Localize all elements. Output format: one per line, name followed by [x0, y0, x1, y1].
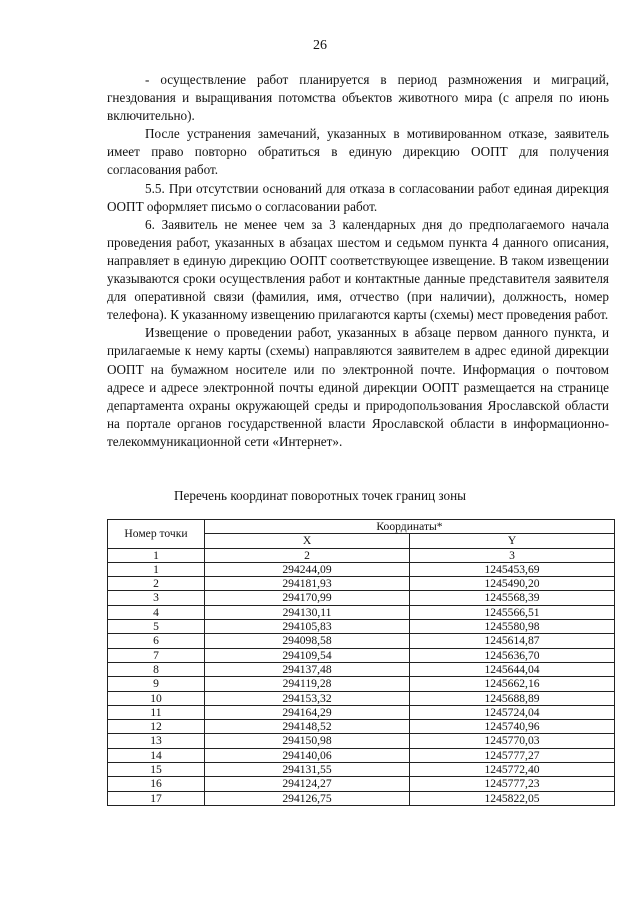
point-number-cell: 15 — [108, 763, 205, 777]
point-number-cell: 6 — [108, 634, 205, 648]
point-number-cell: 2 — [108, 577, 205, 591]
y-coordinate-cell: 1245772,40 — [410, 763, 615, 777]
x-coordinate-cell: 294153,32 — [205, 691, 410, 705]
y-coordinate-cell: 1245566,51 — [410, 605, 615, 619]
x-coordinate-cell: 294164,29 — [205, 705, 410, 719]
point-number-cell: 16 — [108, 777, 205, 791]
point-number-cell: 13 — [108, 734, 205, 748]
table-row — [108, 677, 615, 691]
y-coordinate-cell: 1245636,70 — [410, 648, 615, 662]
table-row — [108, 591, 615, 605]
x-coordinate-cell: 294131,55 — [205, 763, 410, 777]
x-coordinate-cell: 294098,58 — [205, 634, 410, 648]
point-number-cell: 3 — [108, 591, 205, 605]
table-row — [108, 648, 615, 662]
y-coordinate-cell: 1245822,05 — [410, 791, 615, 805]
table-row — [108, 577, 615, 591]
page-number: 26 — [313, 38, 327, 53]
table-row — [108, 605, 615, 619]
x-coordinate-cell: 294126,75 — [205, 791, 410, 805]
y-coordinate-cell: 1245777,27 — [410, 748, 615, 762]
y-coordinate-cell: 1245724,04 — [410, 705, 615, 719]
y-coordinate-cell: 1245740,96 — [410, 720, 615, 734]
header-coordinates: Координаты* — [205, 520, 615, 534]
table-row — [108, 662, 615, 676]
table-row — [108, 562, 615, 576]
header-x: X — [205, 534, 410, 548]
x-coordinate-cell: 294150,98 — [205, 734, 410, 748]
point-number-cell: 1 — [108, 562, 205, 576]
table-row — [108, 777, 615, 791]
table-row — [108, 734, 615, 748]
table-header-row — [108, 520, 615, 534]
point-number-cell: 5 — [108, 620, 205, 634]
x-coordinate-cell: 294130,11 — [205, 605, 410, 619]
point-number-cell: 8 — [108, 662, 205, 676]
table-row — [108, 748, 615, 762]
table-row — [108, 763, 615, 777]
x-coordinate-cell: 294109,54 — [205, 648, 410, 662]
point-number-cell: 11 — [108, 705, 205, 719]
paragraph-migration-period: - осуществление работ планируется в период размножения и миграций, гнездования и выращивания потомства объектов животного мира (с апреля по июнь включительно). — [107, 72, 609, 124]
paragraph-resubmission: После устранения замечаний, указанных в мотивированном отказе, заявитель имеет право повторно обратиться в единую дирекцию ООПТ для получения согласования работ. — [107, 126, 609, 178]
header-y: Y — [410, 534, 615, 548]
y-coordinate-cell: 1245662,16 — [410, 677, 615, 691]
paragraph-notification: 6. Заявитель не менее чем за 3 календарных дня до предполагаемого начала проведения работ, указанных в абзацах шестом и седьмом пункта 4 данного описания, направляет в единую дирекцию ООПТ соответствующее извещение. В таком извещении указываются сроки осуществления работ и контактные данные представителя заявителя для оперативной связи (фамилия, имя, отчество (при наличии), должность, номер телефона). К указанному извещению прилагаются карты (схемы) мест проведения работ. — [107, 216, 609, 323]
table-title: Перечень координат поворотных точек границ зоны — [173, 488, 467, 503]
y-coordinate-cell: 1245580,98 — [410, 620, 615, 634]
numbering-cell: 3 — [410, 548, 615, 562]
paragraph-approval-letter: 5.5. При отсутствии оснований для отказа в согласовании работ единая дирекция ООПТ оформляет письмо о согласовании работ. — [107, 180, 609, 214]
table-row — [108, 691, 615, 705]
table-row — [108, 634, 615, 648]
x-coordinate-cell: 294124,27 — [205, 777, 410, 791]
numbering-cell: 1 — [108, 548, 205, 562]
point-number-cell: 10 — [108, 691, 205, 705]
y-coordinate-cell: 1245568,39 — [410, 591, 615, 605]
x-coordinate-cell: 294105,83 — [205, 620, 410, 634]
table-numbering-row — [108, 548, 615, 562]
paragraph-notification-delivery: Извещение о проведении работ, указанных в абзаце первом данного пункта, и прилагаемые к нему карты (схемы) направляются заявителем в адрес единой дирекции ООПТ на бумажном носителе или по электронной почте. Информация о почтовом адресе и адресе электронной почты единой дирекции ООПТ размещается на странице департамента охраны окружающей среды и природопользования Ярославской области на портале органов государственной власти Ярославской области в информационно-телекоммуникационной сети «Интернет». — [107, 325, 609, 449]
point-number-cell: 4 — [108, 605, 205, 619]
point-number-cell: 17 — [108, 791, 205, 805]
point-number-cell: 14 — [108, 748, 205, 762]
point-number-cell: 7 — [108, 648, 205, 662]
body-text — [107, 71, 609, 451]
x-coordinate-cell: 294170,99 — [205, 591, 410, 605]
numbering-cell: 2 — [205, 548, 410, 562]
table-row — [108, 720, 615, 734]
x-coordinate-cell: 294119,28 — [205, 677, 410, 691]
y-coordinate-cell: 1245777,23 — [410, 777, 615, 791]
point-number-cell: 9 — [108, 677, 205, 691]
y-coordinate-cell: 1245688,89 — [410, 691, 615, 705]
table-row — [108, 705, 615, 719]
x-coordinate-cell: 294137,48 — [205, 662, 410, 676]
y-coordinate-cell: 1245644,04 — [410, 662, 615, 676]
y-coordinate-cell: 1245490,20 — [410, 577, 615, 591]
x-coordinate-cell: 294140,06 — [205, 748, 410, 762]
x-coordinate-cell: 294148,52 — [205, 720, 410, 734]
y-coordinate-cell: 1245453,69 — [410, 562, 615, 576]
table-row — [108, 620, 615, 634]
y-coordinate-cell: 1245614,87 — [410, 634, 615, 648]
header-point-number: Номер точки — [108, 520, 205, 549]
table-row — [108, 791, 615, 805]
y-coordinate-cell: 1245770,03 — [410, 734, 615, 748]
point-number-cell: 12 — [108, 720, 205, 734]
x-coordinate-cell: 294181,93 — [205, 577, 410, 591]
x-coordinate-cell: 294244,09 — [205, 562, 410, 576]
coordinates-table — [107, 519, 615, 806]
